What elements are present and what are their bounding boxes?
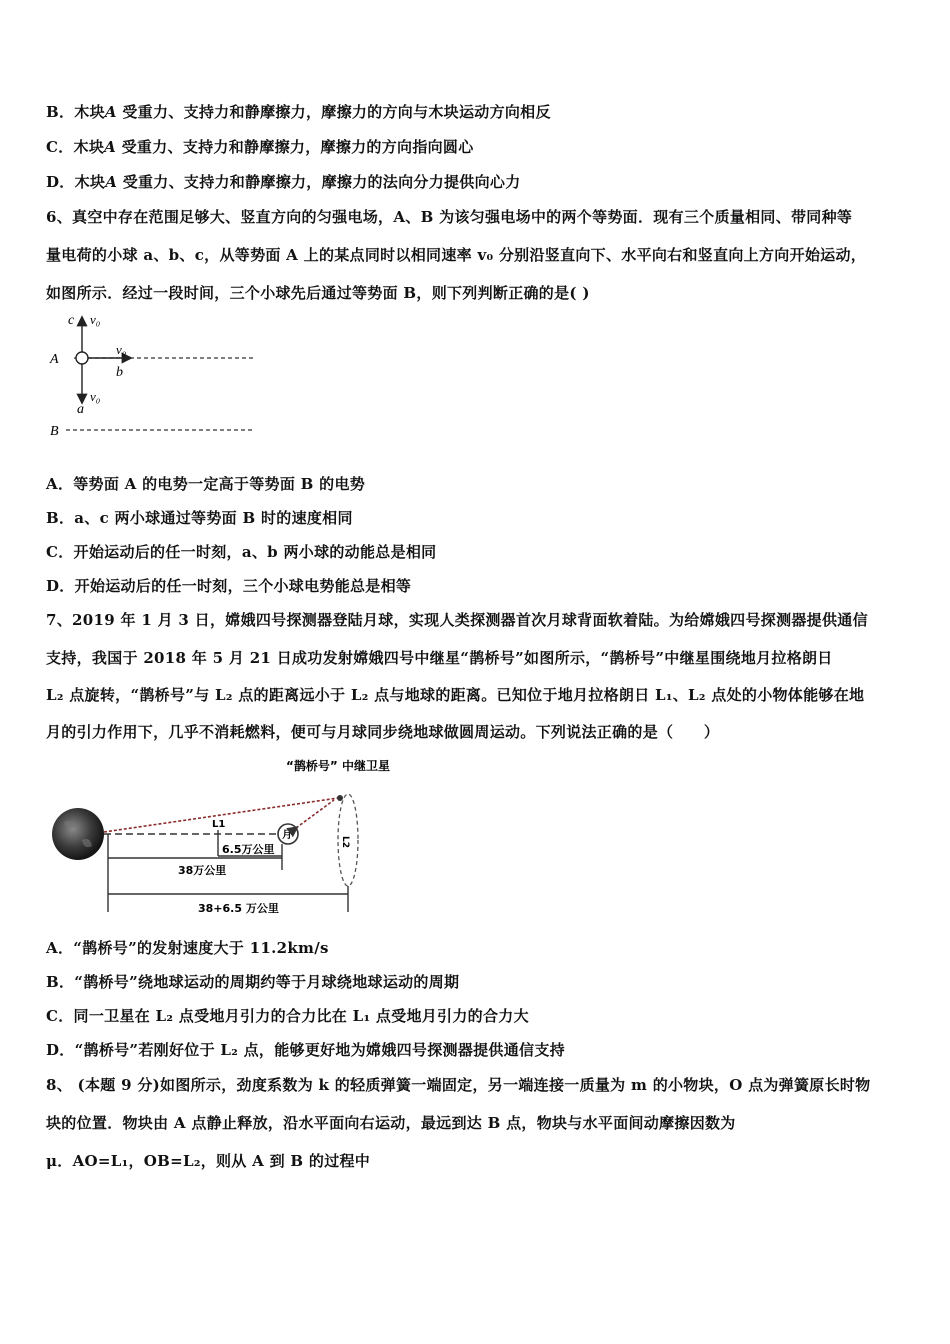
q6-option-c: C．开始运动后的任一时刻，a、b 两小球的动能总是相同 [46, 543, 437, 561]
label-v0-down: v₀ [90, 389, 101, 404]
q7-diagram [46, 752, 390, 920]
q6-stem-line3: 如图所示．经过一段时间，三个小球先后通过等势面 B，则下列判断正确的是( ) [46, 284, 590, 302]
label-v0-up: v₀ [90, 312, 101, 327]
q6-option-d: D．开始运动后的任一时刻，三个小球电势能总是相等 [46, 577, 412, 595]
relay-satellite-label: “鹊桥号” 中继卫星 [286, 759, 390, 773]
relay-satellite-icon [337, 795, 343, 801]
q8-stem-line1: 8、 (本题 9 分)如图所示，劲度系数为 k 的轻质弹簧一端固定，另一端连接一质量为 m 的小物块，O 点为弹簧原长时物 [46, 1076, 871, 1094]
label-b: b [116, 365, 123, 380]
q6-stem-line1: 6、真空中存在范围足够大、竖直方向的匀强电场，A、B 为该匀强电场中的两个等势面．现有三个质量相同、带同种等 [46, 208, 853, 226]
q6-diagram [44, 306, 264, 446]
q6-option-b: B．a、c 两小球通过等势面 B 时的速度相同 [46, 509, 353, 527]
label-l1: L1 [212, 819, 226, 830]
label-c: c [68, 313, 75, 328]
q6-figure [44, 306, 264, 446]
q7-option-c: C．同一卫星在 L₂ 点受地月引力的合力比在 L₁ 点受地月引力的合力大 [46, 1007, 529, 1025]
label-l2: L2 [340, 836, 350, 848]
label-a-plane: A [50, 352, 59, 367]
q7-stem-line4: 月的引力作用下，几乎不消耗燃料，便可与月球同步绕地球做圆周运动。下列说法正确的是（ ） [46, 723, 720, 741]
q6-stem-line2: 量电荷的小球 a、b、c，从等势面 A 上的某点同时以相同速率 v₀ 分别沿竖直向下、水平向右和竖直向上方向开始运动， [46, 246, 867, 264]
label-b-plane: B [50, 424, 59, 439]
distance-38: 38万公里 [178, 864, 227, 877]
q5-option-c: C．木块A 受重力、支持力和静摩擦力，摩擦力的方向指向圆心 [46, 138, 474, 156]
q5-option-b: B．木块A 受重力、支持力和静摩擦力，摩擦力的方向与木块运动方向相反 [46, 103, 551, 121]
label-a: a [77, 402, 84, 417]
q7-figure [46, 752, 390, 920]
q7-option-a: A．“鹊桥号”的发射速度大于 11.2km/s [46, 939, 329, 957]
moon-label: 月 [282, 830, 292, 841]
q8-stem-line2: 块的位置．物块由 A 点静止释放，沿水平面向右运动，最远到达 B 点，物块与水平面间动摩擦因数为 [46, 1114, 736, 1132]
distance-total: 38+6.5 万公里 [198, 902, 279, 915]
q8-stem-line3: μ．AO=L₁，OB=L₂，则从 A 到 B 的过程中 [46, 1152, 371, 1170]
q7-option-b: B．“鹊桥号”绕地球运动的周期约等于月球绕地球运动的周期 [46, 973, 460, 991]
q6-option-a: A．等势面 A 的电势一定高于等势面 B 的电势 [46, 475, 366, 493]
moon-satellite-link [296, 800, 334, 828]
q5-option-d: D．木块A 受重力、支持力和静摩擦力，摩擦力的法向分力提供向心力 [46, 173, 521, 191]
distance-6-5: 6.5万公里 [222, 843, 275, 856]
q7-option-d: D．“鹊桥号”若刚好位于 L₂ 点，能够更好地为嫦娥四号探测器提供通信支持 [46, 1041, 565, 1059]
q7-stem-line1: 7、2019 年 1 月 3 日，嫦娥四号探测器登陆月球，实现人类探测器首次月球背面软着陆。为给嫦娥四号探测器提供通信 [46, 611, 868, 629]
charged-ball [76, 352, 88, 364]
earth-icon [52, 808, 104, 860]
q7-stem-line2: 支持，我国于 2018 年 5 月 21 日成功发射嫦娥四号中继星“鹊桥号”如图所示，“鹊桥号”中继星围绕地月拉格朗日 [46, 649, 833, 667]
label-v0-right: v₀ [116, 342, 127, 357]
q7-stem-line3: L₂ 点旋转，“鹊桥号”与 L₂ 点的距离远小于 L₂ 点与地球的距离。已知位于地月拉格朗日 L₁、L₂ 点处的小物体能够在地 [46, 686, 865, 704]
